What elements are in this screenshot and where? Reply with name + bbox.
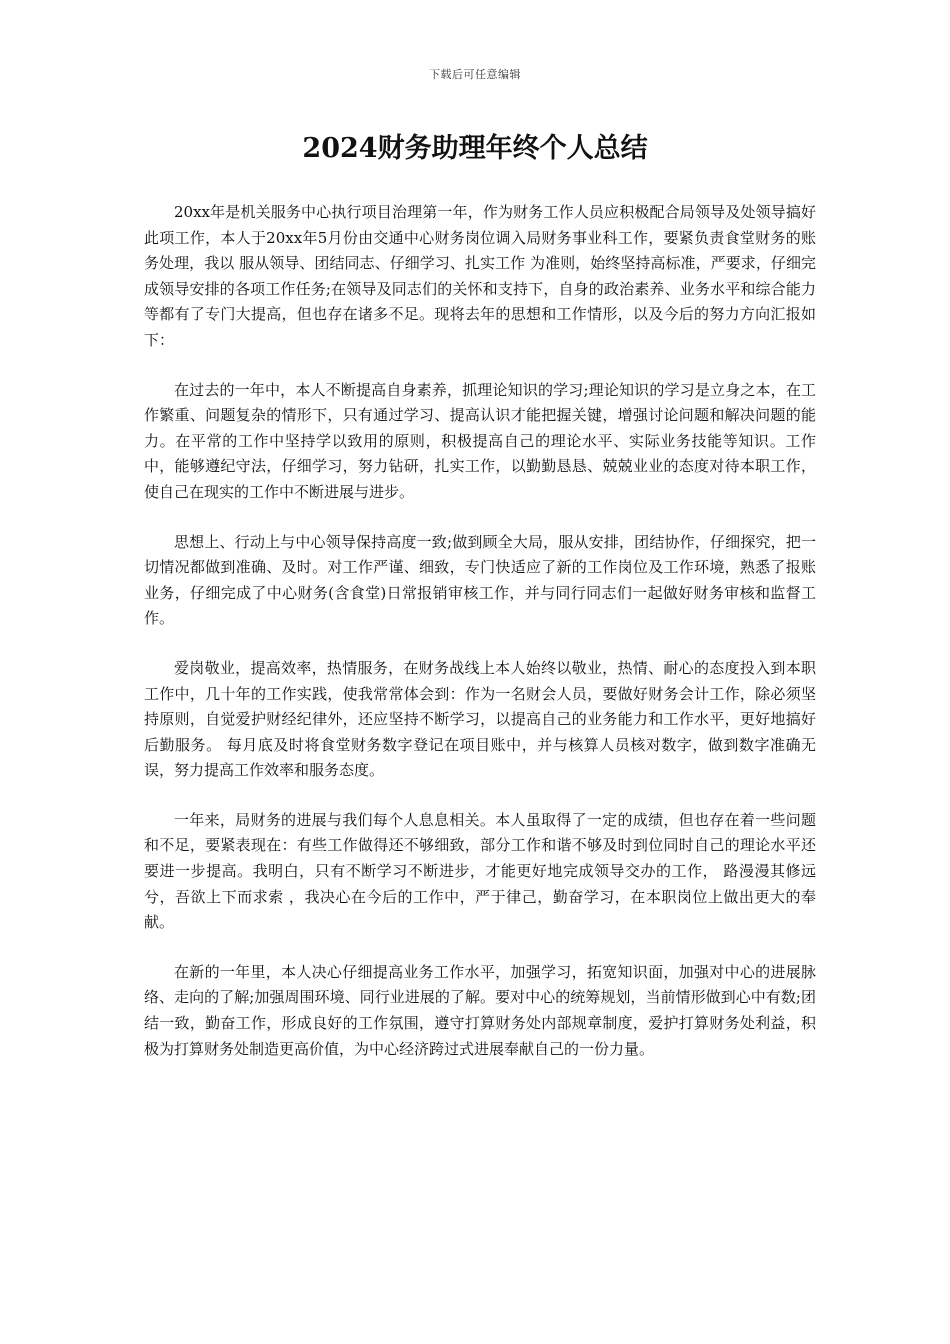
paragraph-3: 思想上、行动上与中心领导保持高度一致;做到顾全大局，服从安排，团结协作，仔细探究，把一切情况都做到准确、及时。对工作严谨、细致，专门快适应了新的工作岗位及工作环境，熟悉了报账业务，仔细完成了中心财务(含食堂)日常报销审核工作，并与同行同志们一起做好财务审核和监督工作。 (144, 532, 816, 628)
paragraph-5: 一年来，局财务的进展与我们每个人息息相关。本人虽取得了一定的成绩，但也存在着一些问题和不足，要紧表现在：有些工作做得还不够细致，部分工作和谐不够及时到位同时自己的理论水平还要进一步提高。我明白，只有不断学习不断进步，才能更好地完成领导交办的工作， 路漫漫其修远兮，吾欲上下而求索 ，我决心在今后的工作中，严于律己，勤奋学习，在本职岗位上做出更大的奉献。 (144, 810, 816, 932)
paragraph-4: 爱岗敬业，提高效率，热情服务，在财务战线上本人始终以敬业，热情、耐心的态度投入到本职工作中，几十年的工作实践，使我常常体会到：作为一名财会人员，要做好财务会计工作，除必须坚持原则，自觉爱护财经纪律外，还应坚持不断学习，以提高自己的业务能力和工作水平，更好地搞好后勤服务。 每月底及时将食堂财务数字登记在项目账中，并与核算人员核对数字，做到数字准确无误，努力提高工作效率和服务态度。 (144, 658, 816, 780)
header-note: 下载后可任意编辑 (429, 68, 521, 81)
paragraph-6: 在新的一年里，本人决心仔细提高业务工作水平，加强学习，拓宽知识面，加强对中心的进展脉络、走向的了解;加强周围环境、同行业进展的了解。要对中心的统筹规划，当前情形做到心中有数;团结一致，勤奋工作，形成良好的工作氛围，遵守打算财务处内部规章制度，爱护打算财务处利益，积极为打算财务处制造更高价值，为中心经济跨过式进展奉献自己的一份力量。 (144, 962, 816, 1058)
paragraph-2: 在过去的一年中，本人不断提高自身素养，抓理论知识的学习;理论知识的学习是立身之本，在工作繁重、问题复杂的情形下，只有通过学习、提高认识才能把握关键，增强讨论问题和解决问题的能力。在平常的工作中坚持学以致用的原则，积极提高自己的理论水平、实际业务技能等知识。工作中，能够遵纪守法，仔细学习，努力钻研，扎实工作，以勤勤恳恳、兢兢业业的态度对待本职工作，使自己在现实的工作中不断进展与进步。 (144, 380, 816, 501)
paragraph-1: 20xx年是机关服务中心执行项目治理第一年，作为财务工作人员应积极配合局领导及处领导搞好此项工作，本人于20xx年5月份由交通中心财务岗位调入局财务事业科工作，要紧负责食堂财务的账务处理，我以 服从领导、团结同志、仔细学习、扎实工作 为准则，始终坚持高标准，严要求，仔细完成领导安排的各项工作任务;在领导及同志们的关怀和支持下，自身的政治素养、业务水平和综合能力等都有了专门大提高，但也存在诸多不足。现将去年的思想和工作情形，以及今后的努力方向汇报如下： (144, 203, 816, 349)
document-body (144, 200, 816, 1086)
document-title: 2024财务助理年终个人总结 (302, 133, 648, 164)
